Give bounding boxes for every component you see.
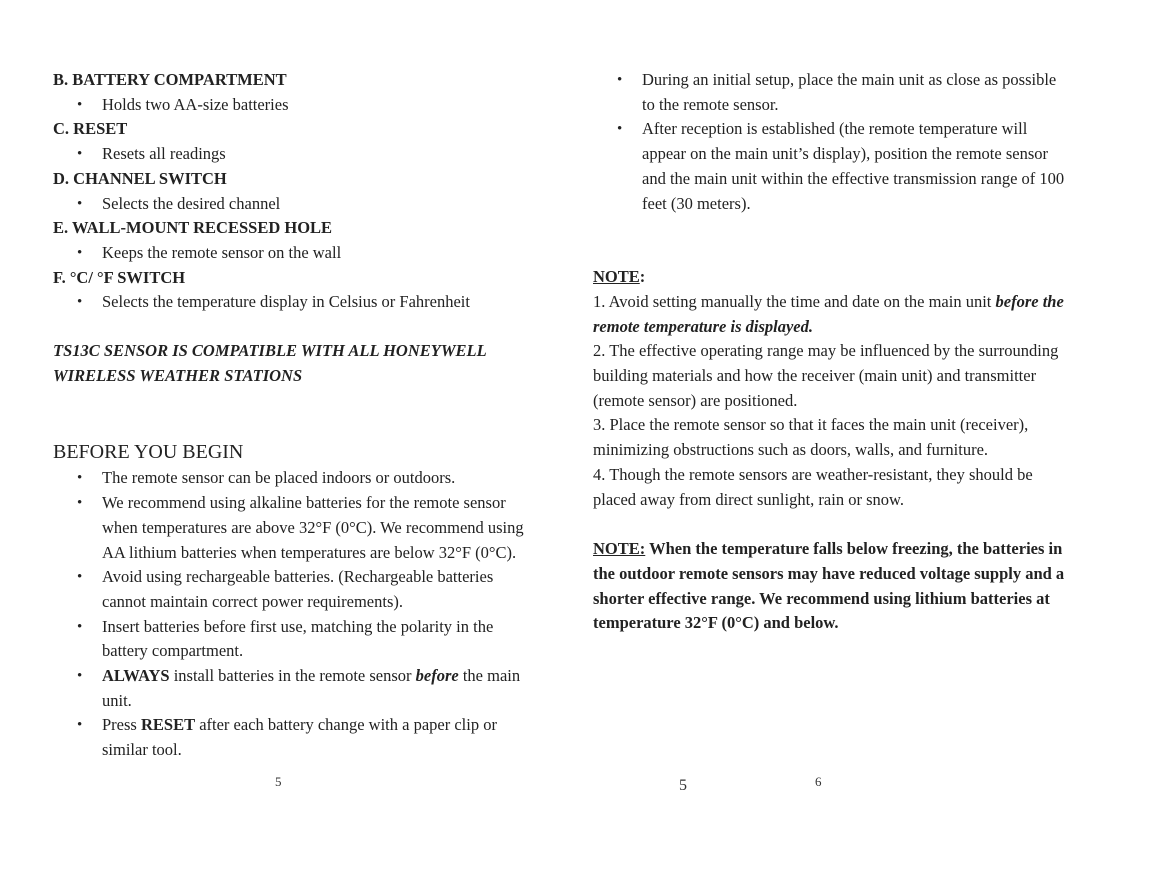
note-label: NOTE xyxy=(593,267,640,287)
list-item-text: Press xyxy=(102,715,141,735)
note-freezing xyxy=(593,537,1073,636)
bullet-list xyxy=(53,241,533,266)
list-item-text: install batteries in the remote sensor xyxy=(169,666,416,686)
list-item: • We recommend using alkaline batteries for the remote sensor when temperatures are above 32°F (0°C). We recommend using AA lithium batteries when temperatures are below 32°F (0°C). xyxy=(102,491,533,565)
compatibility-notice xyxy=(53,339,533,388)
page-number-left: 5 xyxy=(275,774,282,789)
list-item-text: after each battery change with a paper clip or similar tool. xyxy=(102,715,497,760)
before-you-begin-list xyxy=(53,466,533,762)
list-item: • Selects the desired channel xyxy=(102,192,533,217)
before-you-begin-title: BEFORE YOU BEGIN xyxy=(53,441,244,464)
section-channel-switch xyxy=(53,167,533,216)
section-heading: D. CHANNEL SWITCH xyxy=(53,168,227,188)
page-number-center: 5 xyxy=(679,777,687,794)
reset-emphasis: RESET xyxy=(140,715,196,735)
compatibility-line: WIRELESS WEATHER STATIONS xyxy=(53,365,303,385)
list-item: • Selects the temperature display in Celsius or Fahrenheit xyxy=(102,290,533,315)
note-text: When the temperature falls below freezing, the batteries in the outdoor remote sensors may have reduced voltage supply and a shorter effective range. We recommend using lithium batteries at temperature 32°F (0°C) and below. xyxy=(593,539,1065,633)
compatibility-line: TS13C SENSOR IS COMPATIBLE WITH ALL HONEYWELL xyxy=(53,341,487,361)
always-emphasis: ALWAYS xyxy=(102,666,170,686)
note-item: 2. The effective operating range may be influenced by the surrounding building materials and how the receiver (main unit) and transmitter (remote sensor) are positioned. xyxy=(593,341,1059,410)
bullet-list xyxy=(53,192,533,217)
right-page xyxy=(593,68,1073,636)
setup-list xyxy=(593,68,1073,216)
page-number-right: 6 xyxy=(815,774,822,789)
list-item: • Avoid using rechargeable batteries. (Rechargeable batteries cannot maintain correct power requirements). xyxy=(102,565,533,614)
section-heading: C. RESET xyxy=(53,119,128,139)
note-item: 4. Though the remote sensors are weather-resistant, they should be placed away from direct sunlight, rain or snow. xyxy=(593,464,1033,509)
list-item: • Holds two AA-size batteries xyxy=(102,93,533,118)
bullet-list xyxy=(53,93,533,118)
section-heading: E. WALL-MOUNT RECESSED HOLE xyxy=(53,218,333,238)
bullet-list xyxy=(53,142,533,167)
list-item xyxy=(102,664,533,713)
list-item-text: the main unit. xyxy=(102,666,521,710)
note-item xyxy=(593,290,1073,339)
list-item: • After reception is established (the remote temperature will appear on the main unit’s display), position the remote sensor and the main unit within the effective transmission range of 100 feet (30 meters). xyxy=(642,117,1073,216)
list-item: • Keeps the remote sensor on the wall xyxy=(102,241,533,266)
list-item: • During an initial setup, place the main unit as close as possible to the remote sensor. xyxy=(642,68,1073,117)
note-heading xyxy=(593,265,1073,290)
section-wall-mount xyxy=(53,216,533,265)
list-item: • Resets all readings xyxy=(102,142,533,167)
list-item xyxy=(102,713,533,762)
list-item: • Insert batteries before first use, matching the polarity in the battery compartment. xyxy=(102,615,533,664)
section-battery-compartment xyxy=(53,68,533,117)
list-item: • The remote sensor can be placed indoors or outdoors. xyxy=(102,466,533,491)
note-item: 3. Place the remote sensor so that it faces the main unit (receiver), minimizing obstructions such as doors, walls, and furniture. xyxy=(593,415,1029,460)
section-heading: B. BATTERY COMPARTMENT xyxy=(53,70,287,89)
note-label: NOTE: xyxy=(593,539,646,559)
note-item-text: 1. Avoid setting manually the time and date on the main unit xyxy=(593,291,996,311)
section-heading: F. °C/ °F SWITCH xyxy=(53,267,186,287)
section-temp-switch xyxy=(53,266,533,315)
bullet-list xyxy=(53,290,533,315)
note-operating-tips xyxy=(593,265,1073,512)
note-item-emphasis: before the remote temperature is displayed. xyxy=(593,291,1064,336)
section-reset xyxy=(53,117,533,166)
before-emphasis: before xyxy=(415,666,459,686)
left-page xyxy=(53,68,533,763)
note-colon: : xyxy=(639,267,646,287)
